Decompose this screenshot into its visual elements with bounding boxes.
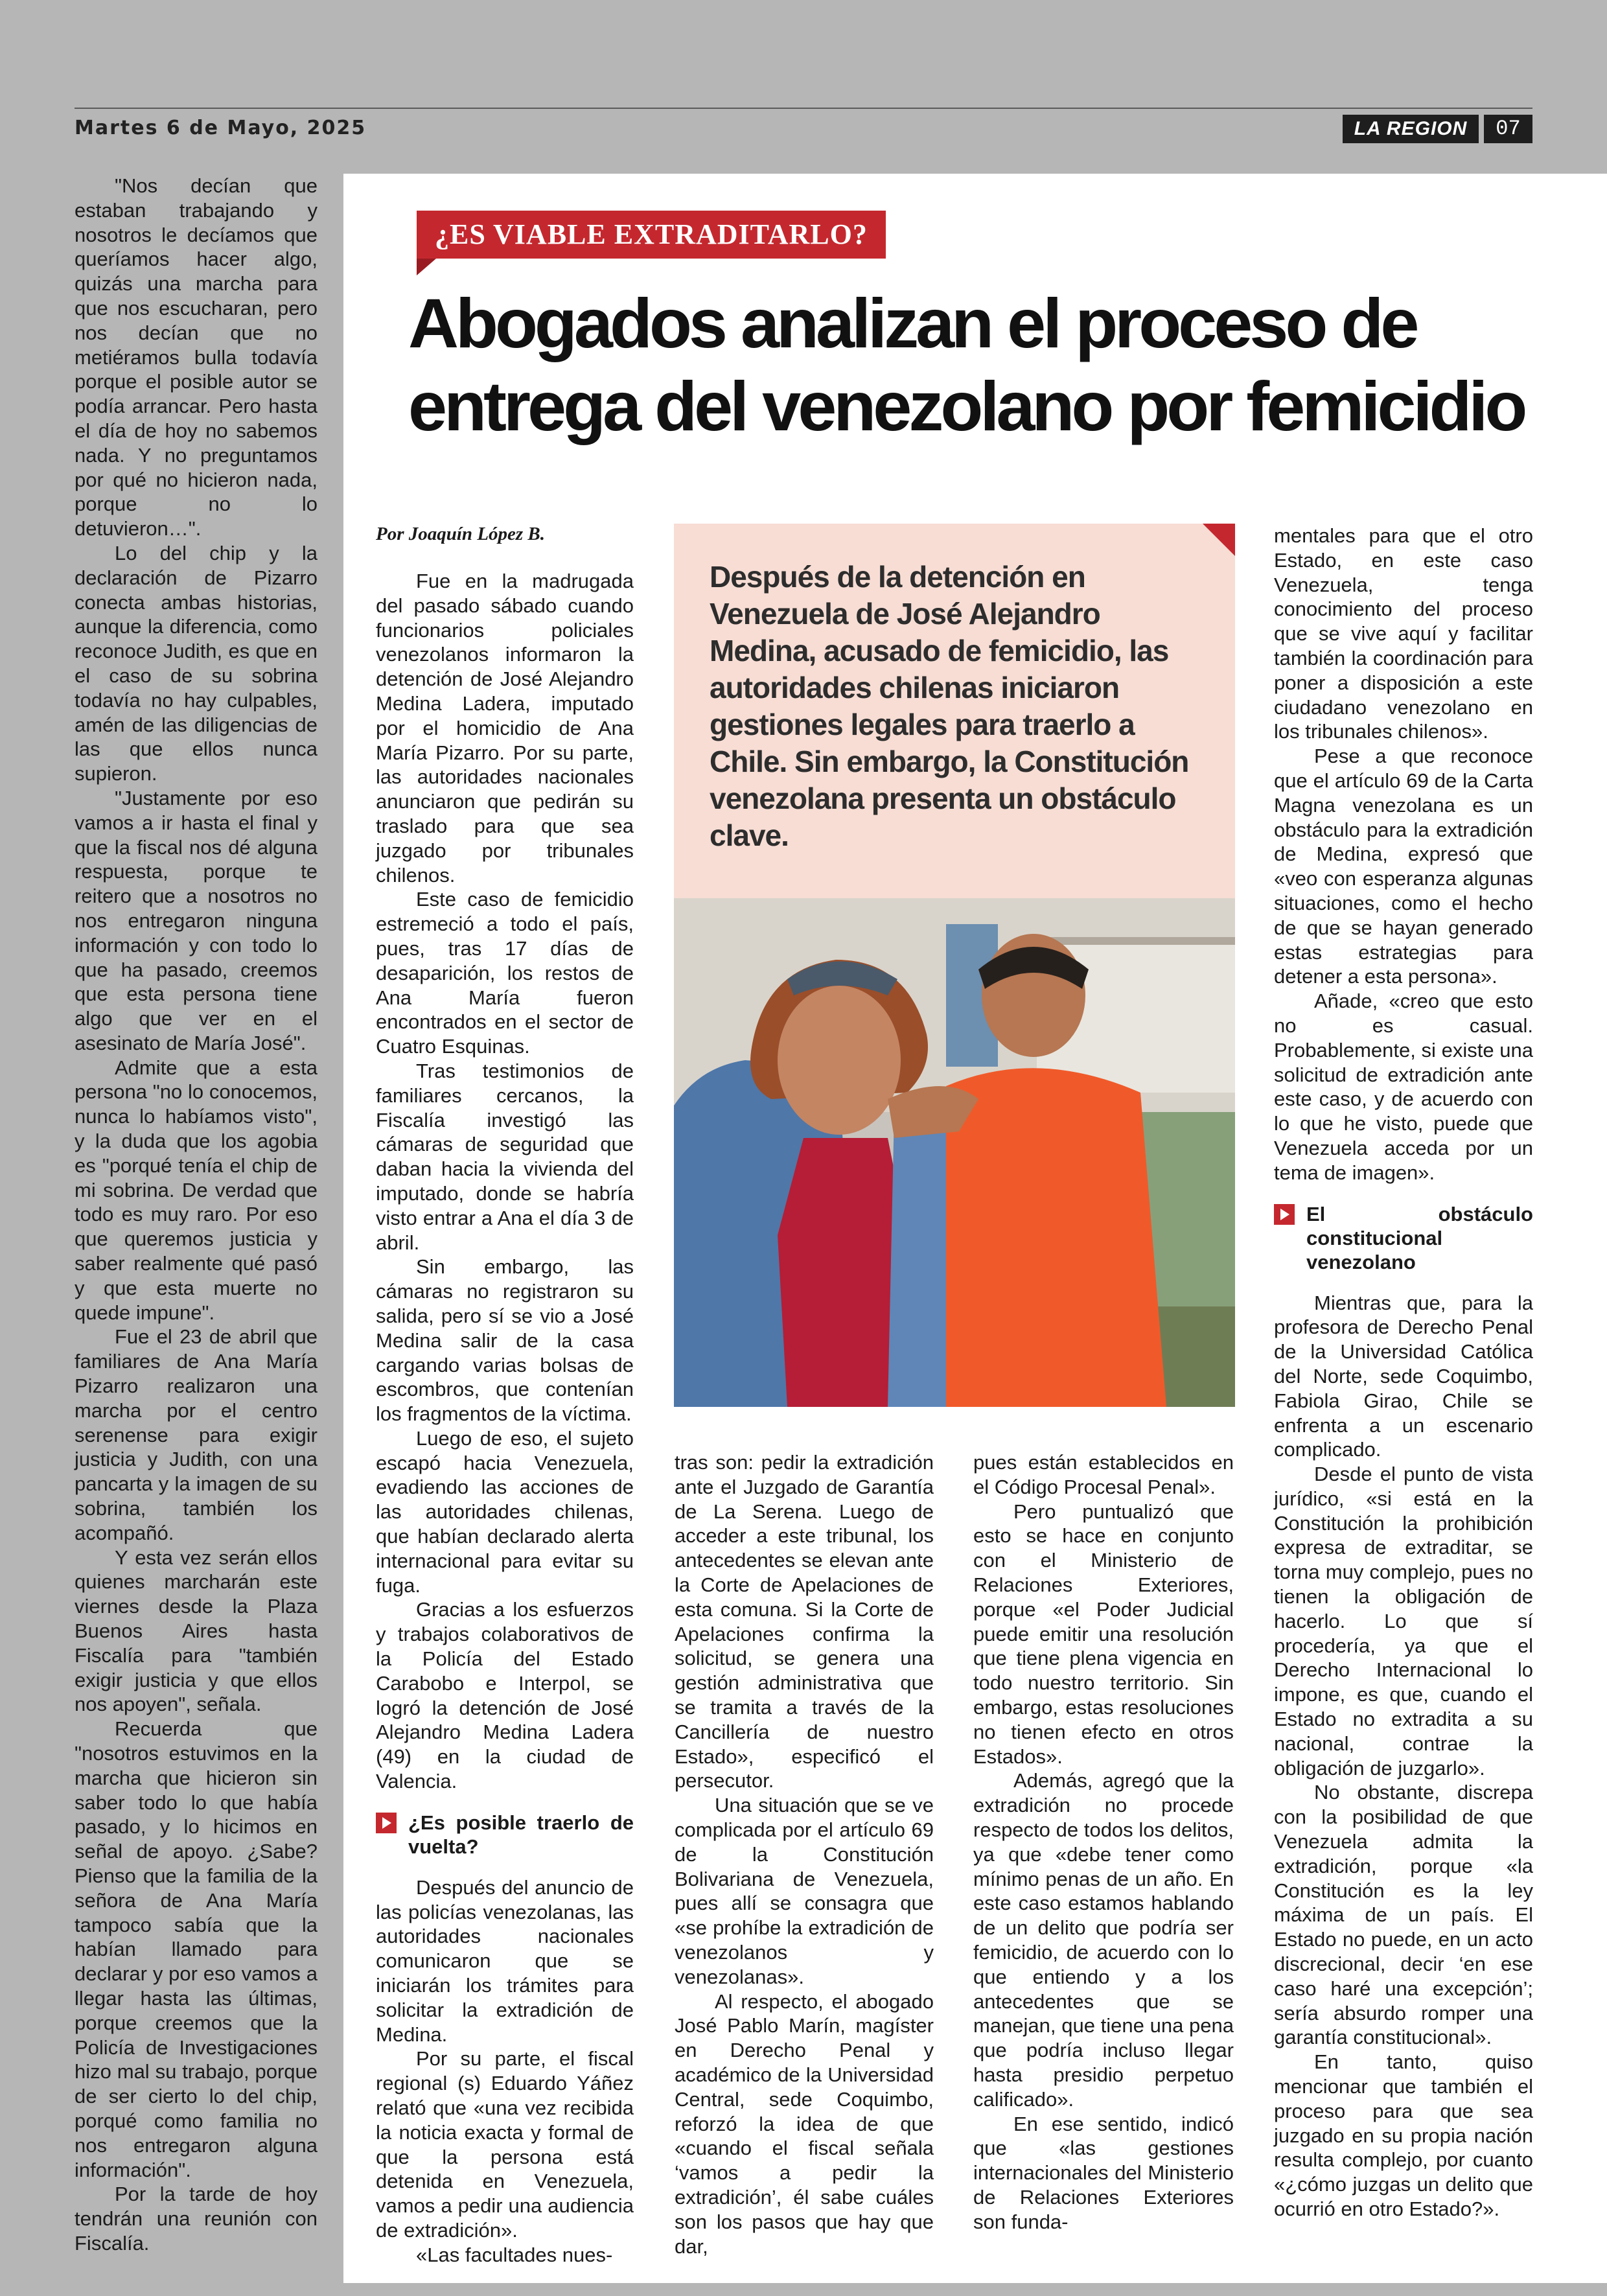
headline [408, 282, 1549, 448]
paragraph: Pese a que reconoce que el artículo 69 de la Carta Magna venezolana es un obstáculo para la extradición de Medina, expresó que «veo con esperanza algunas situaciones, como el hecho de que se hayan generado estas estrategias para detener a esta persona». [1274, 745, 1533, 988]
paragraph: Admite que a esta persona "no lo conocemos, nunca lo habíamos visto", y la duda que los agobia es "porqué tenía el chip de mi sobrina. De verdad que todo es muy raro. Por eso que queremos justicia y saber realmente qué pasó y que esta muerte no quede impune". [75, 1056, 318, 1324]
paragraph: Desde el punto de vista jurídico, «si está en la Constitución la prohibición expresa de extraditar, se torna muy complejo, pues no tienen la obligación de hacerlo. Lo que sí procedería, ya que el Derecho Internacional lo impone, es que, cuando el Estado no extradita a su nacional, contrae la obligación de juzgarlo». [1274, 1463, 1533, 1780]
paragraph: Recuerda que "nosotros estuvimos en la marcha que hicieron sin saber todo lo que había pasado, y lo hicimos en señal de apoyo. ¿Sabe? Pienso que la familia de la señora de Ana María tampoco sabía que la habían llamado para declarar y por eso vamos a llegar hasta las últimas, porque creemos que la Policía de Investigaciones hizo mal su trabajo, porque de ser cierto lo del chip, porqué como familia no nos entregaron alguna información". [75, 1717, 318, 2181]
play-arrow-icon [1274, 1204, 1295, 1225]
paragraph: "Nos decían que estaban trabajando y nosotros le decíamos que queríamos hacer algo, quizás una marcha para que nos escucharan, pero nos decían que no metiéramos bulla todavía porque el posible autor se podía arrancar. Pero hasta el día de hoy no sabemos nada. Y no preguntamos por qué no hicieron nada, porque no lo detuvieron…". [75, 174, 318, 540]
paragraph: mentales para que el otro Estado, en este caso Venezuela, tenga conocimiento del proceso que se vive aquí y facilitar también la coordinación para poner a disposición a este ciudadano venezolano en los tribunales chilenos». [1274, 524, 1533, 743]
subhead-text: El obstáculo constitucional venezolano [1306, 1202, 1533, 1273]
lead-paragraph: Después de la detención en Venezuela de José Alejandro Medina, acusado de femicidio, las autoridades chilenas iniciaron gestiones legales para traerlo a Chile. Sin embargo, la Constitución venezolana presenta un obstáculo clave. [710, 560, 1189, 852]
play-arrow-icon [376, 1813, 397, 1833]
paragraph: Sin embargo, las cámaras no registraron su salida, pero sí se vio a José Medina salir de la casa cargando varias bolsas de escombros, que contenían los fragmentos de la víctima. [376, 1255, 634, 1426]
article-column-3 [973, 1450, 1234, 2234]
paragraph: Tras testimonios de familiares cercanos, la Fiscalía investigó las cámaras de seguridad que daban hacia la vivienda del imputado, donde se habría visto entrar a Ana el día 3 de abril. [376, 1059, 634, 1254]
paragraph: Mientras que, para la profesora de Derecho Penal de la Universidad Católica del Norte, sede Coquimbo, Fabiola Girao, Chile se enfrenta a un escenario complicado. [1274, 1291, 1533, 1461]
kicker-tail [417, 259, 436, 275]
paragraph: Gracias a los esfuerzos y trabajos colaborativos de la Policía del Estado Carabobo e Interpol, se logró la detención de José Alejandro Medina Ladera (49) en la ciudad de Valencia. [376, 1598, 634, 1793]
subhead [376, 1811, 634, 1859]
subhead [1274, 1202, 1533, 1274]
paragraph: En tanto, quiso mencionar que también el proceso para que sea juzgado en su propia nación resulta complejo, por cuanto «¿cómo juzgas un delito que ocurrió en otro Estado?». [1274, 2050, 1533, 2220]
header-rule [75, 108, 1532, 109]
paragraph: «Las facultades nues- [416, 2243, 613, 2266]
kicker-label: ¿ES VIABLE EXTRADITARLO? [417, 211, 886, 259]
paragraph: Lo del chip y la declaración de Pizarro conecta ambas historias, aunque la diferencia, como reconoce Judith, es que en el caso de su sobrina todavía no hay culpables, amén de las diligencias de las que ellos nunca supieron. [75, 541, 318, 785]
left-column-story [75, 174, 318, 2256]
paragraph: Pero puntualizó que esto se hace en conjunto con el Ministerio de Relaciones Exteriores, porque «el Poder Judicial puede emitir una resolución que tiene plena vigencia en todo nuestro territorio. Sin embargo, estas resoluciones no tienen efecto en otros Estados». [973, 1500, 1234, 1768]
paragraph: Añade, «creo que esto no es casual. Probablemente, si existe una solicitud de extradición ante este caso, y de acuerdo con lo que he visto, puede que Venezuela acceda por un tema de imagen». [1274, 990, 1533, 1184]
paragraph: Luego de eso, el sujeto escapó hacia Venezuela, evadiendo las acciones de las autoridades chilenas, que habían declarado alerta internacional para evitar su fuga. [376, 1426, 634, 1597]
issue-date: Martes 6 de Mayo, 2025 [75, 117, 367, 139]
paragraph: Este caso de femicidio estremeció a todo el país, pues, tras 17 días de desaparición, los restos de Ana María fueron encontrados en el sector de Cuatro Esquinas. [376, 888, 634, 1058]
article-column-4 [1274, 524, 1533, 2221]
couple-photo [674, 898, 1235, 1407]
paragraph: Después del anuncio de las policías venezolanas, las autoridades nacionales comunicaron que se iniciarán los trámites para solicitar la extradición de Medina. [376, 1875, 634, 2046]
paragraph: No obstante, discrepa con la posibilidad de que Venezuela admita la extradición, porque «la Constitución es la ley máxima de un país. El Estado no puede, en un acto discrecional, decir ‘en ese caso haré una excepción’; sería absurdo romper una garantía constitucional». [1274, 1781, 1533, 2049]
paragraph: Por su parte, el fiscal regional (s) Eduardo Yáñez relató que «una vez recibida la noticia exacta y formal de que la persona está detenida en Venezuela, vamos a pedir una audiencia de extradición». [376, 2047, 634, 2242]
paragraph: Al respecto, el abogado José Pablo Marín, magíster en Derecho Penal y académico de la Universidad Central, sede Coquimbo, reforzó la idea de que «cuando el fiscal señala ‘vamos a pedir la extradición’, él sabe cuáles son los pasos que hay que dar, [675, 1989, 934, 2258]
lead-corner-mark [1203, 524, 1235, 556]
headline-line: Abogados analizan el proceso de [408, 284, 1416, 362]
byline: Por Joaquín López B. [376, 524, 546, 544]
article-photo [674, 898, 1235, 1407]
article-column-2 [675, 1450, 934, 2258]
subhead-text: ¿Es posible traerlo de vuelta? [408, 1811, 634, 1858]
paragraph: Por la tarde de hoy tendrán una reunión con Fiscalía. [75, 2183, 318, 2255]
paragraph: Además, agregó que la extradición no procede respecto de todos los delitos, ya que «debe tener como mínimo penas de un año. En este caso estamos hablando de un delito que podría ser femicidio, de acuerdo con lo que entiendo y a los antecedentes que se manejan, que tiene una pena que podría incluso llegar hasta presidio perpetuo calificado». [973, 1769, 1234, 2111]
paragraph: tras son: pedir la extradición ante el Juzgado de Garantía de La Serena. Luego de acceder a este tribunal, los antecedentes se elevan ante la Corte de Apelaciones de esta comuna. Si la Corte de Apelaciones confirma la solicitud, se genera una gestión administrativa que se tramita a través de la Cancillería de nuestro Estado», especificó el persecutor. [675, 1451, 934, 1792]
paragraph: Una situación que se ve complicada por el artículo 69 de la Constitución Bolivariana de Venezuela, pues allí se consagra que «se prohíbe la extradición de venezolanos y venezolanas». [675, 1794, 934, 1988]
article-column-1 [376, 569, 634, 2267]
paragraph: En ese sentido, indicó que «las gestiones internacionales del Ministerio de Relaciones Exteriores son funda- [973, 2112, 1234, 2233]
paragraph: "Justamente por eso vamos a ir hasta el final y que la fiscal nos dé alguna respuesta, porque te reitero que a nosotros no nos entregaron ninguna información y con todo lo que ha pasado, creemos que esta persona tiene algo que ver en el asesinato de María José". [75, 786, 318, 1054]
headline-line: entrega del venezolano por femicidio [408, 367, 1525, 445]
paragraph: Y esta vez serán ellos quienes marcharán este viernes desde la Plaza Buenos Aires hasta Fiscalía para "también exigir justicia y que ellos nos apoyen", señala. [75, 1546, 318, 1716]
newspaper-logo: LA REGION [1343, 115, 1479, 143]
paragraph: pues están establecidos en el Código Procesal Penal». [973, 1451, 1234, 1498]
paragraph: Fue el 23 de abril que familiares de Ana María Pizarro realizaron una marcha por el centro serenense para exigir justicia y Judith, con una pancarta y la imagen de su sobrina, también los acompañó. [75, 1325, 318, 1544]
page-number: 07 [1484, 115, 1532, 143]
paragraph: Fue en la madrugada del pasado sábado cuando funcionarios policiales venezolanos informaron la detención de José Alejandro Medina Ladera, imputado por el homicidio de Ana María Pizarro. Por su parte, las autoridades nacionales anunciaron que pedirán su traslado para que sea juzgado por tribunales chilenos. [376, 570, 634, 887]
